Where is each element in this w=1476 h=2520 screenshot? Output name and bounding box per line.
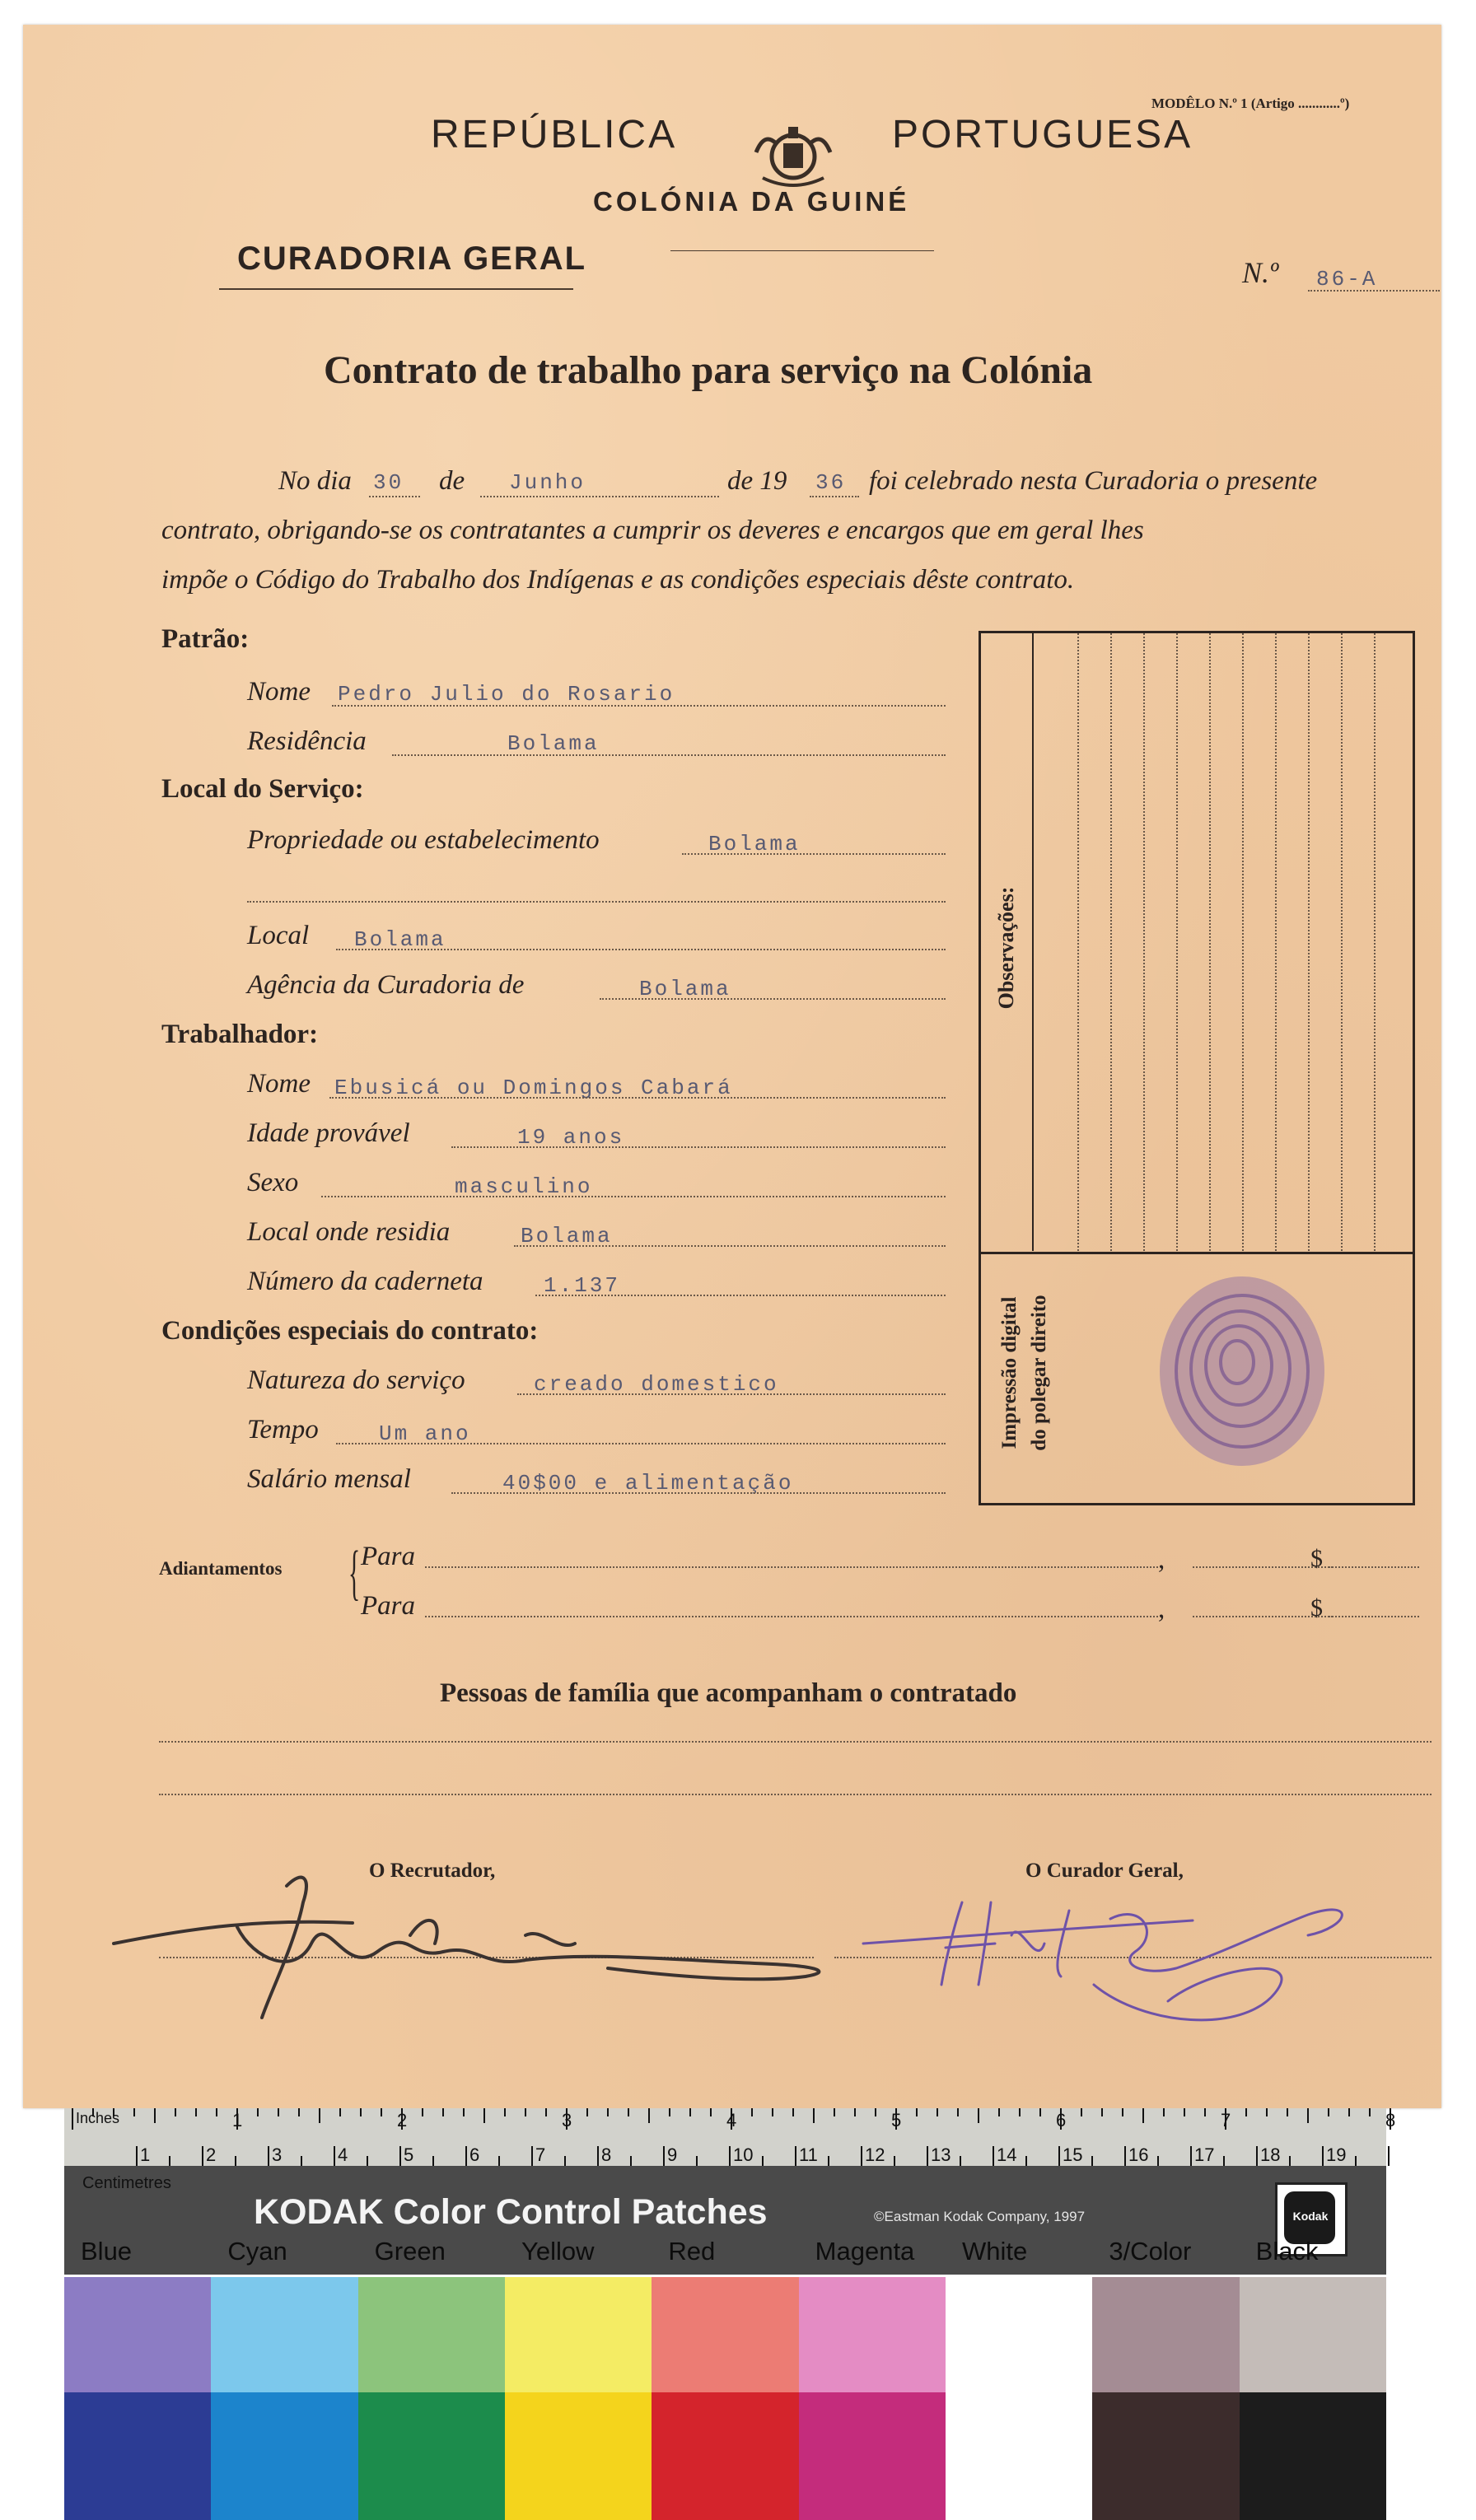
ruler-cm-number: 19	[1326, 2144, 1347, 2165]
obs-col-1	[1077, 633, 1079, 1251]
property-value: Bolama	[708, 832, 801, 856]
ruler-cm-number: 7	[535, 2144, 546, 2165]
advance-comma-2: ,	[1158, 1594, 1165, 1624]
ruler-ticks	[64, 2108, 1396, 2166]
republic-left: REPÚBLICA	[431, 113, 678, 156]
day-dots	[369, 496, 420, 497]
thumb-label-1: Impressão digital	[998, 1296, 1021, 1449]
office-underline	[219, 288, 573, 290]
box-divider	[981, 1252, 1413, 1254]
curator-signature-icon	[847, 1869, 1374, 2067]
worker-age-label: Idade provável	[247, 1118, 410, 1148]
advance-dots-2	[425, 1616, 1158, 1617]
month-dots	[480, 496, 719, 497]
worker-residence-dots	[514, 1245, 946, 1247]
year-dots	[810, 496, 859, 497]
ruler-inch-number: 5	[891, 2110, 902, 2130]
ruler-cm-number: 12	[865, 2144, 885, 2165]
ruler-cm-number: 1	[140, 2144, 151, 2165]
agency-label: Agência da Curadoria de	[247, 970, 525, 1000]
patch-label-white: White	[962, 2237, 1028, 2266]
advance-para-2: Para	[361, 1591, 415, 1621]
patch-top	[64, 2277, 211, 2392]
worker-sex-value: masculino	[455, 1174, 593, 1199]
patch-top	[652, 2277, 798, 2392]
worker-residence-label: Local onde residia	[247, 1217, 451, 1247]
booklet-label: Número da caderneta	[247, 1267, 483, 1296]
obs-col-2	[1110, 633, 1112, 1251]
employer-name-dots	[332, 705, 946, 707]
patch-bottom	[946, 2392, 1092, 2520]
kodak-color-strip	[64, 2108, 1396, 2520]
advance-currency-1: $	[1310, 1545, 1323, 1572]
intro-line-2: contrato, obrigando-se os contratantes a cumprir os deveres e encargos que em geral lhes	[161, 516, 1144, 545]
patch-bottom	[211, 2392, 357, 2520]
form-model: MODÊLO N.º 1 (Artigo ............º)	[1151, 96, 1350, 111]
colony-name: COLÓNIA DA GUINÉ	[593, 186, 910, 217]
worker-age-value: 19 anos	[517, 1125, 625, 1150]
advance-cents-dots-2	[1329, 1616, 1419, 1617]
conditions-heading: Condições especiais do contrato:	[161, 1316, 539, 1346]
recruiter-signature-icon	[97, 1836, 855, 2034]
ruler-cm-number: 18	[1260, 2144, 1281, 2165]
coat-of-arms-icon	[748, 107, 838, 198]
family-heading: Pessoas de família que acompanham o contratado	[440, 1678, 1017, 1708]
patch-top	[358, 2277, 505, 2392]
ruler-cm-number: 5	[404, 2144, 414, 2165]
property-label: Propriedade ou estabelecimento	[247, 825, 600, 855]
office-name: CURADORIA GERAL	[237, 240, 587, 277]
family-dots-2	[159, 1794, 1432, 1795]
advance-cents-dots-1	[1329, 1566, 1419, 1568]
advance-currency-2: $	[1310, 1594, 1323, 1622]
employer-name-value: Pedro Julio do Rosario	[338, 682, 675, 707]
month-value: Junho	[509, 470, 586, 495]
salary-label: Salário mensal	[247, 1464, 411, 1494]
patch-top	[505, 2277, 652, 2392]
advance-para-1: Para	[361, 1542, 415, 1571]
patch-top	[211, 2277, 357, 2392]
kodak-copyright: ©Eastman Kodak Company, 1997	[874, 2209, 1086, 2224]
salary-value: 40$00 e alimentação	[502, 1471, 794, 1496]
patch-label-blue: Blue	[81, 2237, 133, 2266]
ruler-inch-number: 6	[1056, 2110, 1067, 2130]
service-local-label: Local	[247, 921, 310, 950]
employer-heading: Patrão:	[161, 624, 250, 654]
nature-label: Natureza do serviço	[247, 1365, 465, 1395]
employer-name-label: Nome	[247, 677, 311, 707]
patch-bottom	[64, 2392, 211, 2520]
intro-year: de 19	[727, 466, 787, 496]
employer-residence-label: Residência	[247, 726, 367, 756]
obs-col-7	[1275, 633, 1277, 1251]
booklet-value: 1.137	[544, 1273, 621, 1298]
patch-bottom	[358, 2392, 505, 2520]
patch-label-red: Red	[668, 2237, 716, 2266]
intro-text-2: foi celebrado nesta Curadoria o presente	[869, 466, 1318, 496]
intro-de: de	[439, 466, 465, 496]
agency-value: Bolama	[639, 977, 731, 1001]
advances-label: Adiantamentos	[159, 1558, 283, 1579]
ruler	[64, 2108, 1396, 2192]
ruler-inches-label: Inches	[76, 2110, 120, 2126]
worker-name-value: Ebusicá ou Domingos Cabará	[334, 1076, 733, 1100]
patch-bottom	[652, 2392, 798, 2520]
day-value: 30	[373, 470, 404, 495]
obs-col-3	[1143, 633, 1145, 1251]
ruler-cm-number: 9	[667, 2144, 678, 2165]
nature-value: creado domestico	[534, 1372, 779, 1397]
time-label: Tempo	[247, 1415, 319, 1444]
ruler-inch-number: 1	[232, 2110, 243, 2130]
salary-dots	[451, 1492, 946, 1494]
patch-label-magenta: Magenta	[815, 2237, 915, 2266]
patch-bottom	[1240, 2392, 1386, 2520]
worker-age-dots	[451, 1146, 946, 1148]
ruler-cm-number: 10	[733, 2144, 754, 2165]
number-dots	[1308, 290, 1440, 292]
agency-dots	[600, 998, 946, 1000]
service-heading: Local do Serviço:	[161, 774, 364, 804]
time-value: Um ano	[379, 1421, 471, 1446]
property-dots-2	[247, 901, 946, 903]
ruler-inch-number: 4	[726, 2110, 737, 2130]
header-rule	[670, 250, 934, 251]
patch-top	[799, 2277, 946, 2392]
patch-label-3-color: 3/Color	[1109, 2237, 1192, 2266]
patch-bottom	[799, 2392, 946, 2520]
service-local-value: Bolama	[354, 927, 446, 952]
obs-col-6	[1242, 633, 1244, 1251]
property-dots	[682, 853, 946, 855]
kodak-logo-text: Kodak	[1292, 2210, 1329, 2223]
ruler-inch-number: 8	[1385, 2110, 1396, 2130]
obs-col-9	[1341, 633, 1343, 1251]
thumbprint-icon	[1143, 1260, 1341, 1482]
ruler-cm-number: 11	[799, 2144, 818, 2165]
worker-name-dots	[329, 1097, 946, 1099]
advance-dots-1	[425, 1566, 1158, 1568]
year-value: 36	[815, 470, 847, 495]
obs-col-8	[1308, 633, 1310, 1251]
intro-line-3: impõe o Código do Trabalho dos Indígenas e as condições especiais dêste contrato.	[161, 565, 1075, 595]
obs-col-5	[1209, 633, 1211, 1251]
employer-residence-value: Bolama	[507, 731, 600, 756]
patch-label-green: Green	[374, 2237, 446, 2266]
ruler-cm-number: 2	[206, 2144, 217, 2165]
thumb-label-2: do polegar direito	[1028, 1295, 1050, 1451]
ruler-cm-number: 17	[1194, 2144, 1215, 2165]
worker-residence-value: Bolama	[521, 1224, 613, 1248]
worker-name-label: Nome	[247, 1069, 311, 1099]
recruiter-label: O Recrutador,	[369, 1860, 496, 1882]
obs-col-4	[1176, 633, 1178, 1251]
advance-comma-1: ,	[1158, 1545, 1165, 1575]
nature-dots	[517, 1393, 946, 1395]
worker-sex-label: Sexo	[247, 1168, 299, 1197]
republic-right: PORTUGUESA	[892, 113, 1193, 156]
ruler-cm-number: 14	[997, 2144, 1017, 2165]
patch-bottom	[505, 2392, 652, 2520]
patch-top	[1092, 2277, 1239, 2392]
obs-col-10	[1374, 633, 1376, 1251]
worker-heading: Trabalhador:	[161, 1020, 319, 1049]
ruler-cm-number: 16	[1128, 2144, 1149, 2165]
contract-title: Contrato de trabalho para serviço na Colónia	[324, 348, 1093, 392]
ruler-cm-number: 15	[1063, 2144, 1083, 2165]
ruler-cm-number: 13	[931, 2144, 951, 2165]
intro-text-1: No dia	[278, 466, 352, 496]
number-label: N.º	[1242, 256, 1279, 289]
worker-sex-dots	[321, 1196, 946, 1197]
patch-top	[1240, 2277, 1386, 2392]
family-dots-1	[159, 1741, 1432, 1743]
advances-brace: {	[348, 1539, 361, 1607]
observations-label: Observações:	[994, 886, 1018, 1010]
service-local-dots	[336, 949, 946, 950]
curator-label: O Curador Geral,	[1025, 1860, 1184, 1882]
ruler-cm-number: 3	[272, 2144, 283, 2165]
patch-label-cyan: Cyan	[227, 2237, 287, 2266]
ruler-cm-number: 4	[338, 2144, 348, 2165]
kodak-title: KODAK Color Control Patches	[254, 2192, 768, 2232]
patch-top	[946, 2277, 1092, 2392]
number-value: 86-A	[1316, 267, 1378, 292]
patch-bottom	[1092, 2392, 1239, 2520]
patch-label-yellow: Yellow	[521, 2237, 595, 2266]
time-dots	[336, 1443, 946, 1444]
ruler-inch-number: 3	[562, 2110, 572, 2130]
employer-residence-dots	[392, 754, 946, 756]
ruler-cm-label: Centimetres	[82, 2174, 171, 2192]
ruler-inch-number: 7	[1221, 2110, 1231, 2130]
booklet-dots	[535, 1295, 946, 1296]
ruler-inch-number: 2	[397, 2110, 408, 2130]
document-paper	[23, 25, 1441, 2108]
ruler-cm-number: 8	[601, 2144, 612, 2165]
ruler-cm-number: 6	[469, 2144, 480, 2165]
box-label-column	[1032, 633, 1034, 1251]
patch-label-black: Black	[1255, 2237, 1319, 2266]
